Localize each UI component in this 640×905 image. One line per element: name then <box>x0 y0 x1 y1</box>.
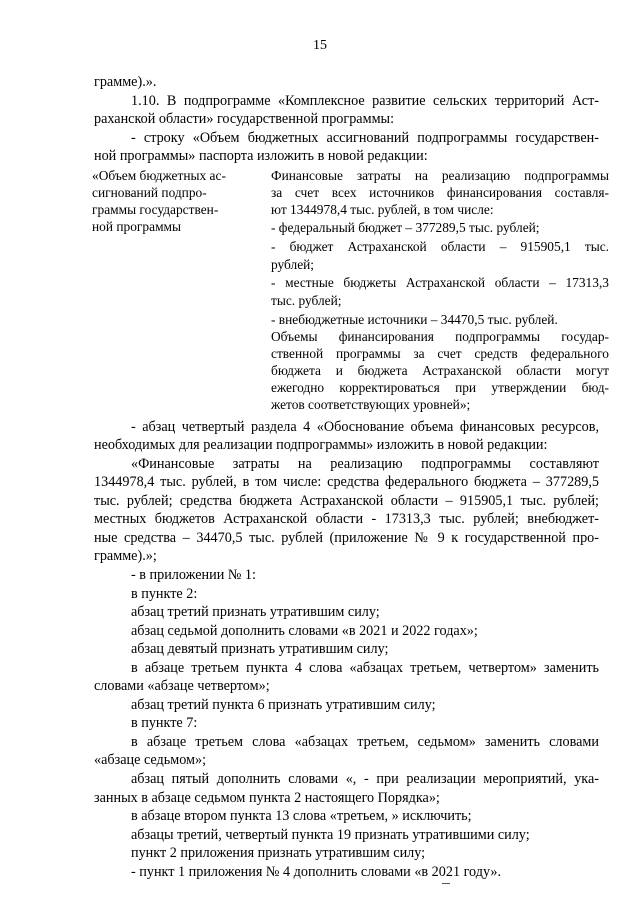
text-line: абзац седьмой дополнить словами «в 2021 и 2022 годах»; <box>131 623 478 639</box>
text-line: в пункте 7: <box>131 715 198 731</box>
text-line: ной программы» паспорта изложить в новой редакции: <box>94 148 428 164</box>
table-right-line: бюджета и бюджета Астраханской области могут <box>271 363 609 378</box>
text-line: - абзац четвертый раздела 4 «Обоснование объема финансовых ресурсов, <box>131 419 599 435</box>
text-line: в пункте 2: <box>131 586 198 602</box>
text-line: занных в абзаце седьмом пункта 2 настоящего Порядка»; <box>94 790 440 806</box>
table-right-line: ственной программы за счет средств федерального <box>271 346 609 361</box>
table-left-line: «Объем бюджетных ас- <box>92 168 226 183</box>
table-right-line: жетов соответствующих уровней»; <box>271 397 471 412</box>
text-line: - в приложении № 1: <box>131 567 256 583</box>
page-number: 15 <box>313 38 327 53</box>
table-left-line: ной программы <box>92 219 182 234</box>
table-right-line: - местные бюджеты Астраханской области – 17313,3 <box>271 275 609 290</box>
text-line: местных бюджетов Астраханской области - 17313,3 тыс. рублей; внебюджет- <box>94 511 599 527</box>
text-line: - пункт 1 приложения № 4 дополнить словами «в 2021 году». <box>131 864 502 880</box>
table-right-line: тыс. рублей; <box>271 293 342 308</box>
table-right-line: ежегодно корректироваться при утверждении бюд- <box>271 380 609 395</box>
text-line: абзац девятый признать утратившим силу; <box>131 641 389 657</box>
table-right-line: - федеральный бюджет – 377289,5 тыс. рублей; <box>271 220 540 235</box>
scan-mark <box>442 883 450 884</box>
text-line: 1.10. В подпрограмме «Комплексное развитие сельских территорий Аст- <box>131 93 599 109</box>
table-left-line: граммы государствен- <box>92 202 219 217</box>
table-right-line: Финансовые затраты на реализацию подпрограммы <box>271 168 609 183</box>
text-line: ные средства – 34470,5 тыс. рублей (приложение № 9 к государственной про- <box>94 530 599 546</box>
text-line: грамме).»; <box>94 548 157 564</box>
table-right-line: ют 1344978,4 тыс. рублей, в том числе: <box>271 202 494 217</box>
text-line: - строку «Объем бюджетных ассигнований подпрограммы государствен- <box>131 130 599 146</box>
table-right-line: - внебюджетные источники – 34470,5 тыс. рублей. <box>271 312 558 327</box>
text-line: необходимых для реализации подпрограммы» изложить в новой редакции: <box>94 437 548 453</box>
text-line: пункт 2 приложения признать утратившим силу; <box>131 845 426 861</box>
text-line: «абзаце седьмом»; <box>94 752 207 768</box>
table-left-line: сигнований подпро- <box>92 185 207 200</box>
text-line: тыс. рублей; средства бюджета Астраханской области – 915905,1 тыс. рублей; <box>94 493 599 509</box>
text-line: абзацы третий, четвертый пункта 19 признать утратившими силу; <box>131 827 530 843</box>
table-right-line: за счет всех источников финансирования составля- <box>271 185 609 200</box>
text-line: в абзаце втором пункта 13 слова «третьем, » исключить; <box>131 808 472 824</box>
text-line: абзац третий признать утратившим силу; <box>131 604 380 620</box>
table-right-line: рублей; <box>271 257 315 272</box>
text-line: абзац третий пункта 6 признать утратившим силу; <box>131 697 436 713</box>
text-line: «Финансовые затраты на реализацию подпрограммы составляют <box>131 456 599 472</box>
table-right-line: Объемы финансирования подпрограммы государ- <box>271 329 609 344</box>
text-line: словами «абзаце четвертом»; <box>94 678 270 694</box>
text-line: 1344978,4 тыс. рублей, в том числе: средства федерального бюджета – 377289,5 <box>94 474 599 490</box>
text-line: в абзаце третьем слова «абзацах третьем, седьмом» заменить словами <box>131 734 599 750</box>
text-line: грамме).». <box>94 74 157 90</box>
text-line: раханской области» государственной программы: <box>94 111 395 127</box>
text-line: в абзаце третьем пункта 4 слова «абзацах третьем, четвертом» заменить <box>131 660 599 676</box>
table-right-line: - бюджет Астраханской области – 915905,1 тыс. <box>271 239 609 254</box>
text-line: абзац пятый дополнить словами «, - при реализации мероприятий, ука- <box>131 771 599 787</box>
